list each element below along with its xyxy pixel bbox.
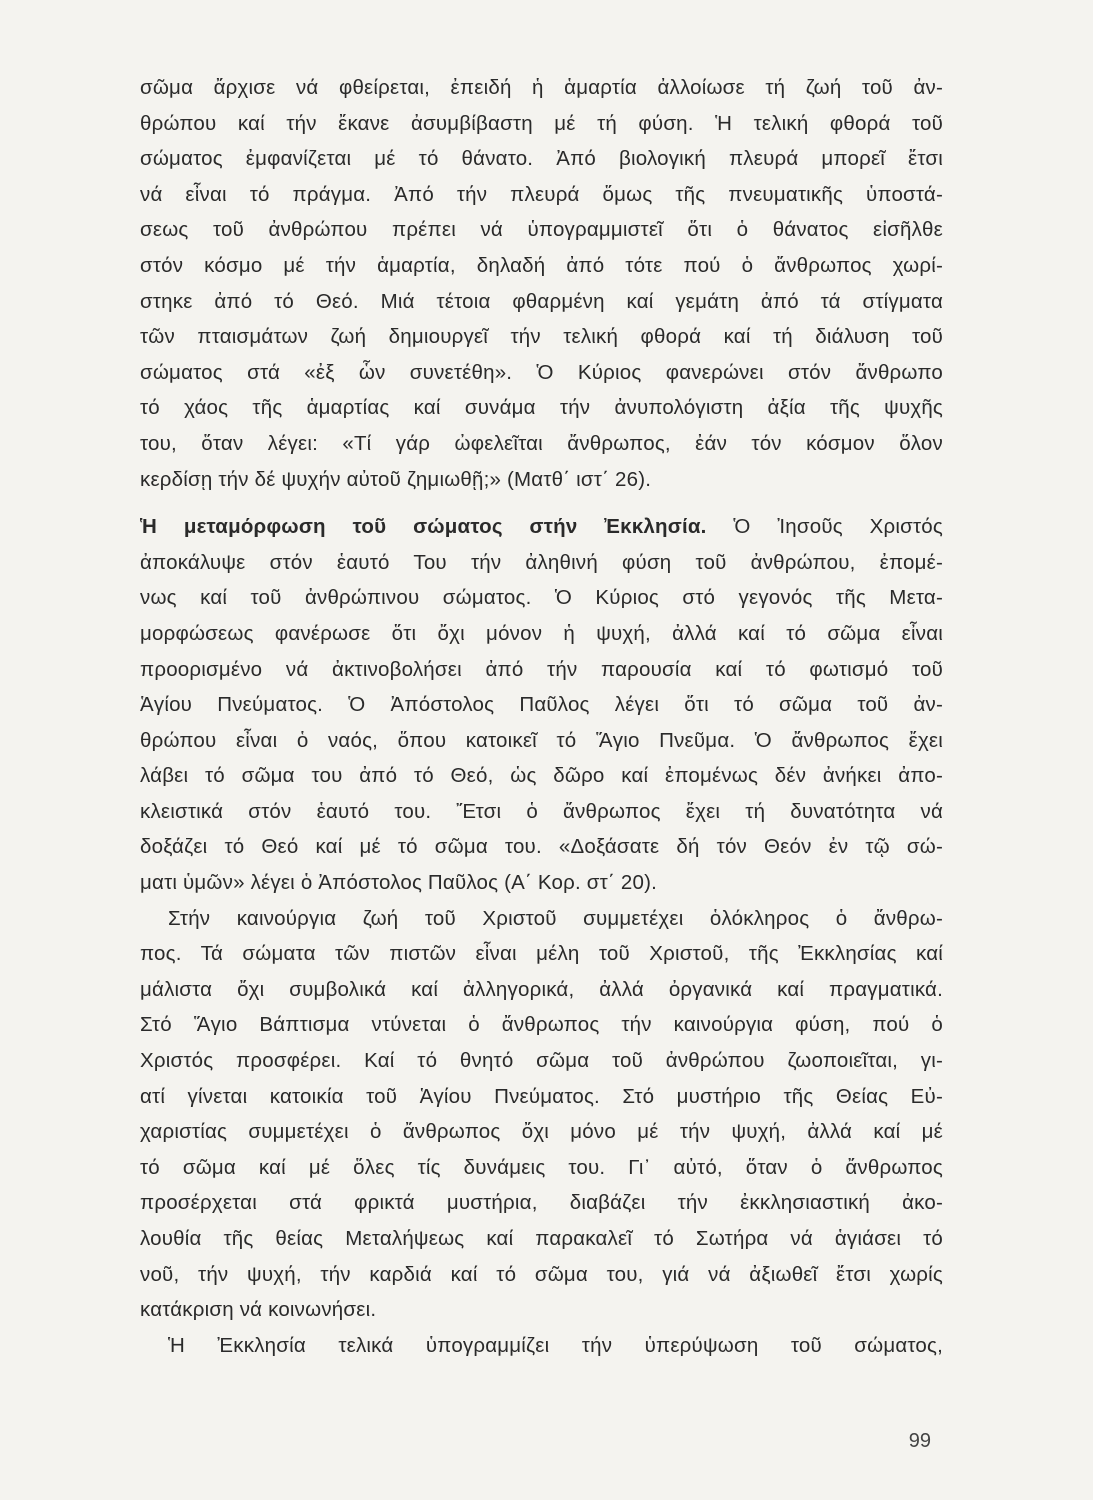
text-line: δοξάζει τό Θεό καί μέ τό σῶμα του. «Δοξάσατε δή τόν Θεόν ἐν τῷ σώ- <box>140 835 943 859</box>
paragraph-2 <box>140 509 943 901</box>
text-line: νως καί τοῦ ἀνθρώπινου σώματος. Ὁ Κύριος στό γεγονός τῆς Μετα- <box>140 586 943 610</box>
section-heading: Ἡ μεταμόρφωση τοῦ σώματος στήν Ἐκκλησία. <box>140 515 707 539</box>
text-line: στόν κόσμο μέ τήν ἁμαρτία, δηλαδή ἀπό τότε πού ὁ ἄνθρωπος χωρί- <box>140 253 943 277</box>
text-line: προσέρχεται στά φρικτά μυστήρια, διαβάζει τήν ἐκκλησιαστική ἀκο- <box>140 1191 943 1215</box>
text-line: τό χάος τῆς ἁμαρτίας καί συνάμα τήν ἀνυπολόγιστη ἀξία τῆς ψυχῆς <box>140 396 943 420</box>
text-line: Στό Ἅγιο Βάπτισμα ντύνεται ὁ ἄνθρωπος τήν καινούργια φύση, πού ὁ <box>140 1013 943 1037</box>
text-line <box>140 509 943 545</box>
text-line: νά εἶναι τό πράγμα. Ἀπό τήν πλευρά ὅμως τῆς πνευματικῆς ὑποστά- <box>140 182 943 206</box>
text-line: κατάκριση νά κοινωνήσει. <box>140 1298 377 1322</box>
text-line: Χριστός προσφέρει. Καί τό θνητό σῶμα τοῦ ἀνθρώπου ζωοποιεῖται, γι- <box>140 1049 943 1073</box>
paragraph-1 <box>140 70 943 497</box>
text-line: ἀποκάλυψε στόν ἑαυτό Του τήν ἀληθινή φύση τοῦ ἀνθρώπου, ἐπομέ- <box>140 550 943 574</box>
text-line: λάβει τό σῶμα του ἀπό τό Θεό, ὡς δῶρο καί ἐπομένως δέν ἀνήκει ἀπο- <box>140 764 943 788</box>
text-line: προορισμένο νά ἀκτινοβολήσει ἀπό τήν παρουσία καί τό φωτισμό τοῦ <box>140 657 943 681</box>
text-line: μάλιστα ὄχι συμβολικά καί ἀλληγορικά, ἀλλά ὀργανικά καί πραγματικά. <box>140 977 943 1001</box>
paragraph-3 <box>140 901 943 1328</box>
text-line: πος. Τά σώματα τῶν πιστῶν εἶναι μέλη τοῦ Χριστοῦ, τῆς Ἐκκλησίας καί <box>140 942 943 966</box>
text-line: ματι ὑμῶν» λέγει ὁ Ἀπόστολος Παῦλος (Α΄ Κορ. στ΄ 20). <box>140 871 657 895</box>
text-line: του, ὅταν λέγει: «Τί γάρ ὠφελεῖται ἄνθρωπος, ἐάν τόν κόσμον ὅλον <box>140 431 943 455</box>
text-line: νοῦ, τήν ψυχή, τήν καρδιά καί τό σῶμα του, γιά νά ἀξιωθεῖ ἔτσι χωρίς <box>140 1262 943 1286</box>
text-line: κερδίσῃ τήν δέ ψυχήν αὐτοῦ ζημιωθῇ;» (Ματθ΄ ιστ΄ 26). <box>140 467 652 491</box>
text-line: σώματος στά «ἐξ ὧν συνετέθη». Ὁ Κύριος φανερώνει στόν ἄνθρωπο <box>140 360 943 384</box>
text-line: κλειστικά στόν ἑαυτό του. Ἔτσι ὁ ἄνθρωπος ἔχει τή δυνατότητα νά <box>140 799 943 823</box>
text-line: χαριστίας συμμετέχει ὁ ἄνθρωπος ὄχι μόνο μέ τήν ψυχή, ἀλλά καί μέ <box>140 1120 943 1144</box>
text-line: τῶν πταισμάτων ζωή δημιουργεῖ τήν τελική φθορά καί τή διάλυση τοῦ <box>140 325 943 349</box>
text-line: σώματος ἐμφανίζεται μέ τό θάνατο. Ἀπό βιολογική πλευρά μπορεῖ ἔτσι <box>140 147 943 171</box>
text-line: θρώπου εἶναι ὁ ναός, ὅπου κατοικεῖ τό Ἅγιο Πνεῦμα. Ὁ ἄνθρωπος ἔχει <box>140 728 943 752</box>
text-line: τό σῶμα καί μέ ὅλες τίς δυνάμεις του. Γι᾿ αὐτό, ὅταν ὁ ἄνθρωπος <box>140 1155 943 1179</box>
text-line: ατί γίνεται κατοικία τοῦ Ἁγίου Πνεύματος. Στό μυστήριο τῆς Θείας Εὐ- <box>140 1084 943 1108</box>
text-line: Στήν καινούργια ζωή τοῦ Χριστοῦ συμμετέχει ὁλόκληρος ὁ ἄνθρω- <box>168 906 943 930</box>
text-line: μορφώσεως φανέρωσε ὅτι ὄχι μόνον ἡ ψυχή, ἀλλά καί τό σῶμα εἶναι <box>140 621 943 645</box>
text-line: σεως τοῦ ἀνθρώπου πρέπει νά ὑπογραμμιστεῖ ὅτι ὁ θάνατος εἰσῆλθε <box>140 218 943 242</box>
text-line: σῶμα ἄρχισε νά φθείρεται, ἐπειδή ἡ ἁμαρτία ἀλλοίωσε τή ζωή τοῦ ἀν- <box>140 76 943 99</box>
page-number: 99 <box>908 1430 931 1452</box>
text-line: λουθία τῆς θείας Μεταλήψεως καί παρακαλεῖ τό Σωτήρα νά ἁγιάσει τό <box>140 1227 943 1250</box>
heading-line-rest: Ὁ Ἰησοῦς Χριστός <box>706 515 943 539</box>
text-line: Ἁγίου Πνεύματος. Ὁ Ἀπόστολος Παῦλος λέγει ὅτι τό σῶμα τοῦ ἀν- <box>140 693 943 717</box>
text-line: στηκε ἀπό τό Θεό. Μιά τέτοια φθαρμένη καί γεμάτη ἀπό τά στίγματα <box>140 289 943 313</box>
paragraph-4 <box>140 1328 943 1364</box>
text-line: θρώπου καί τήν ἔκανε ἀσυμβίβαστη μέ τή φύση. Ἡ τελική φθορά τοῦ <box>140 111 943 135</box>
text-line: Ἡ Ἐκκλησία τελικά ὑπογραμμίζει τήν ὑπερύψωση τοῦ σώματος, <box>168 1333 943 1357</box>
